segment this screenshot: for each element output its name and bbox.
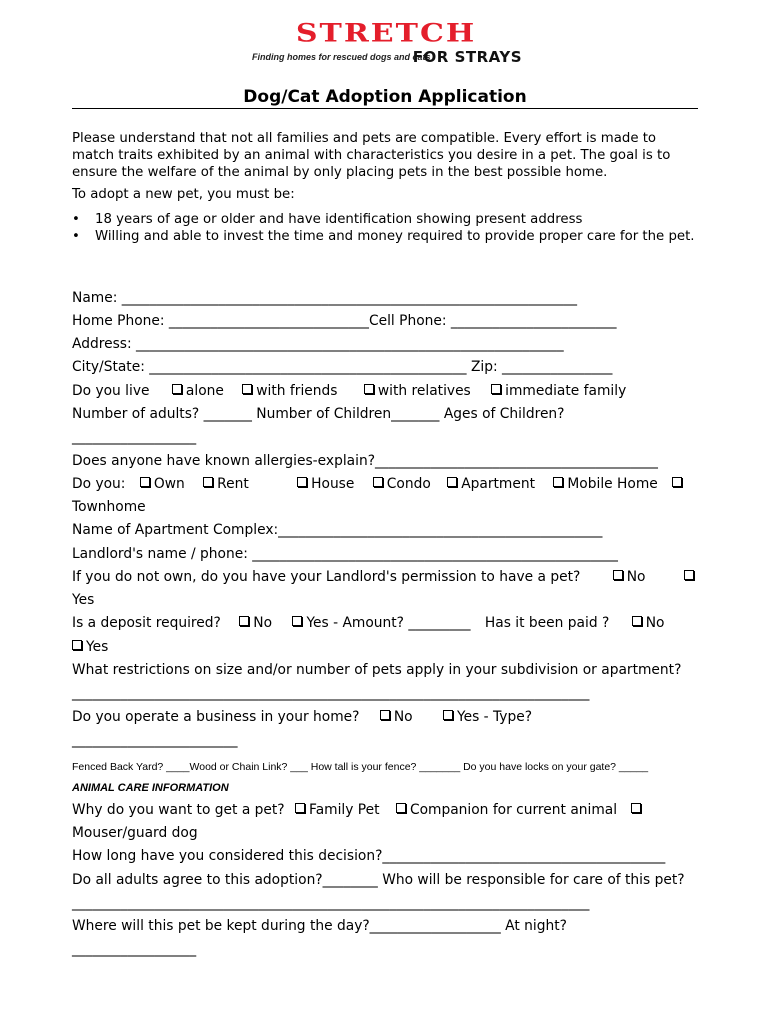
own-option-label: Own	[153, 476, 185, 492]
landlord-permission-row	[72, 568, 698, 586]
apartment-complex-field[interactable]: Name of Apartment Complex:_______________________________________________	[72, 522, 603, 538]
kept-night-field[interactable]: __________________	[72, 941, 197, 957]
fence-questions-field[interactable]: Fenced Back Yard? ____Wood or Chain Link? ___ How tall is your fence? _______ Do you have locks on your gate? _____	[72, 761, 649, 773]
deposit-paid-no-label: No	[645, 615, 665, 631]
business-row	[72, 708, 532, 726]
own-label: Do you:	[72, 476, 126, 492]
deposit-paid-yes-row	[72, 638, 108, 656]
residence-type-row	[72, 475, 686, 493]
condo-checkbox[interactable]	[373, 477, 383, 487]
deposit-paid-question: Has it been paid ?	[484, 615, 610, 631]
house-checkbox[interactable]	[297, 477, 307, 487]
condo-option-label: Condo	[386, 476, 431, 492]
alone-label: alone	[185, 383, 224, 399]
business-question: Do you operate a business in your home?	[72, 709, 360, 725]
address-field[interactable]: Address: ______________________________________________________________	[72, 336, 564, 352]
business-no-label: No	[393, 709, 413, 725]
immediate-family-checkbox[interactable]	[491, 384, 501, 394]
requirements-heading: To adopt a new pet, you must be:	[72, 187, 295, 202]
animal-care-heading: ANIMAL CARE INFORMATION	[72, 782, 229, 794]
townhome-option-label: Townhome	[72, 499, 146, 515]
deposit-paid-no-checkbox[interactable]	[632, 616, 642, 626]
business-yes-label: Yes - Type?	[457, 709, 533, 725]
with-friends-label: with friends	[256, 383, 338, 399]
live-label: Do you live	[72, 383, 150, 399]
caretaker-field[interactable]: ___________________________________________________________________________	[72, 895, 590, 911]
apartment-checkbox[interactable]	[447, 477, 457, 487]
rent-checkbox[interactable]	[203, 477, 213, 487]
living-situation-row	[72, 382, 626, 400]
restrictions-question: What restrictions on size and/or number of pets apply in your subdivision or apartment?	[72, 662, 682, 678]
logo-tagline: Finding homes for rescued dogs and cats	[252, 52, 431, 62]
companion-checkbox[interactable]	[396, 803, 406, 813]
requirement-text: Willing and able to invest the time and money required to provide proper care for the pet.	[95, 229, 695, 244]
with-friends-checkbox[interactable]	[242, 384, 252, 394]
deposit-no-label: No	[253, 615, 273, 631]
name-field[interactable]: Name: __________________________________________________________________	[72, 290, 578, 306]
house-option-label: House	[311, 476, 355, 492]
restrictions-field[interactable]: ___________________________________________________________________________	[72, 685, 590, 701]
mouser-guard-checkbox[interactable]	[631, 803, 641, 813]
mobile-home-option-label: Mobile Home	[567, 476, 658, 492]
family-pet-checkbox[interactable]	[295, 803, 305, 813]
list-item: • 18 years of age or older and have identification showing present address	[72, 212, 583, 227]
with-relatives-label: with relatives	[377, 383, 471, 399]
requirement-text: 18 years of age or older and have identification showing present address	[95, 212, 583, 227]
deposit-question: Is a deposit required?	[72, 615, 221, 631]
intro-text: Please understand that not all families and pets are compatible. Every effort is made to match traits exhibited by an animal with characteristics you desire in a pet. The goal is to ensure the welfare of the animal by only placing pets in the best possible home.	[72, 131, 671, 180]
own-checkbox[interactable]	[140, 477, 150, 487]
kept-location-field[interactable]: Where will this pet be kept during the day?___________________ At night?	[72, 918, 567, 934]
logo-wordmark: STRETCH	[295, 18, 477, 49]
adults-agree-field[interactable]: Do all adults agree to this adoption?________ Who will be responsible for care of this pet?	[72, 872, 685, 888]
companion-label: Companion for current animal	[409, 802, 618, 818]
home-phone-field[interactable]: Home Phone: _____________________________	[72, 313, 369, 329]
business-no-checkbox[interactable]	[380, 710, 390, 720]
intro-paragraph	[72, 130, 698, 203]
alone-checkbox[interactable]	[172, 384, 182, 394]
landlord-field[interactable]: Landlord's name / phone: _____________________________________________________	[72, 546, 618, 562]
permission-question: If you do not own, do you have your Landlord's permission to have a pet?	[72, 569, 581, 585]
deposit-paid-yes-checkbox[interactable]	[72, 640, 82, 650]
requirements-list	[72, 211, 698, 245]
business-yes-checkbox[interactable]	[443, 710, 453, 720]
cell-phone-field[interactable]: Cell Phone: ________________________	[368, 313, 617, 329]
household-count-field[interactable]: Number of adults? _______ Number of Children_______ Ages of Children?	[72, 406, 565, 422]
allergies-field[interactable]: Does anyone have known allergies-explain?_________________________________________	[72, 453, 658, 469]
zip-field[interactable]: Zip: ________________	[470, 359, 613, 375]
deposit-paid-yes-label: Yes	[86, 639, 109, 655]
permission-yes-checkbox[interactable]	[684, 570, 694, 580]
why-pet-question: Why do you want to get a pet?	[72, 802, 285, 818]
deposit-no-checkbox[interactable]	[239, 616, 249, 626]
mouser-guard-label: Mouser/guard dog	[72, 825, 198, 841]
list-item: • Willing and able to invest the time and money required to provide proper care for the pet.	[72, 229, 695, 244]
deposit-row	[72, 614, 664, 632]
permission-no-label: No	[626, 569, 646, 585]
logo-subtitle: FOR STRAYS	[412, 48, 522, 66]
stretch-for-strays-logo	[250, 18, 522, 68]
townhome-checkbox[interactable]	[672, 477, 682, 487]
permission-yes-label: Yes	[72, 592, 95, 608]
immediate-family-label: immediate family	[505, 383, 627, 399]
decision-time-field[interactable]: How long have you considered this decision?_________________________________________	[72, 848, 666, 864]
city-zip-row	[72, 358, 612, 376]
family-pet-label: Family Pet	[309, 802, 380, 818]
ages-of-children-field[interactable]: __________________	[72, 429, 197, 445]
business-type-field[interactable]: ________________________	[72, 732, 238, 748]
mobile-home-checkbox[interactable]	[553, 477, 563, 487]
phone-row	[72, 312, 616, 330]
apartment-option-label: Apartment	[461, 476, 536, 492]
rent-option-label: Rent	[217, 476, 249, 492]
deposit-yes-checkbox[interactable]	[292, 616, 302, 626]
permission-no-checkbox[interactable]	[613, 570, 623, 580]
title-divider	[72, 108, 698, 109]
with-relatives-checkbox[interactable]	[364, 384, 374, 394]
why-pet-row	[72, 801, 645, 819]
page-title: Dog/Cat Adoption Application	[243, 87, 527, 107]
deposit-amount-field[interactable]: Yes - Amount? _________	[306, 615, 471, 631]
city-state-field[interactable]: City/State: ______________________________________________	[72, 359, 467, 375]
